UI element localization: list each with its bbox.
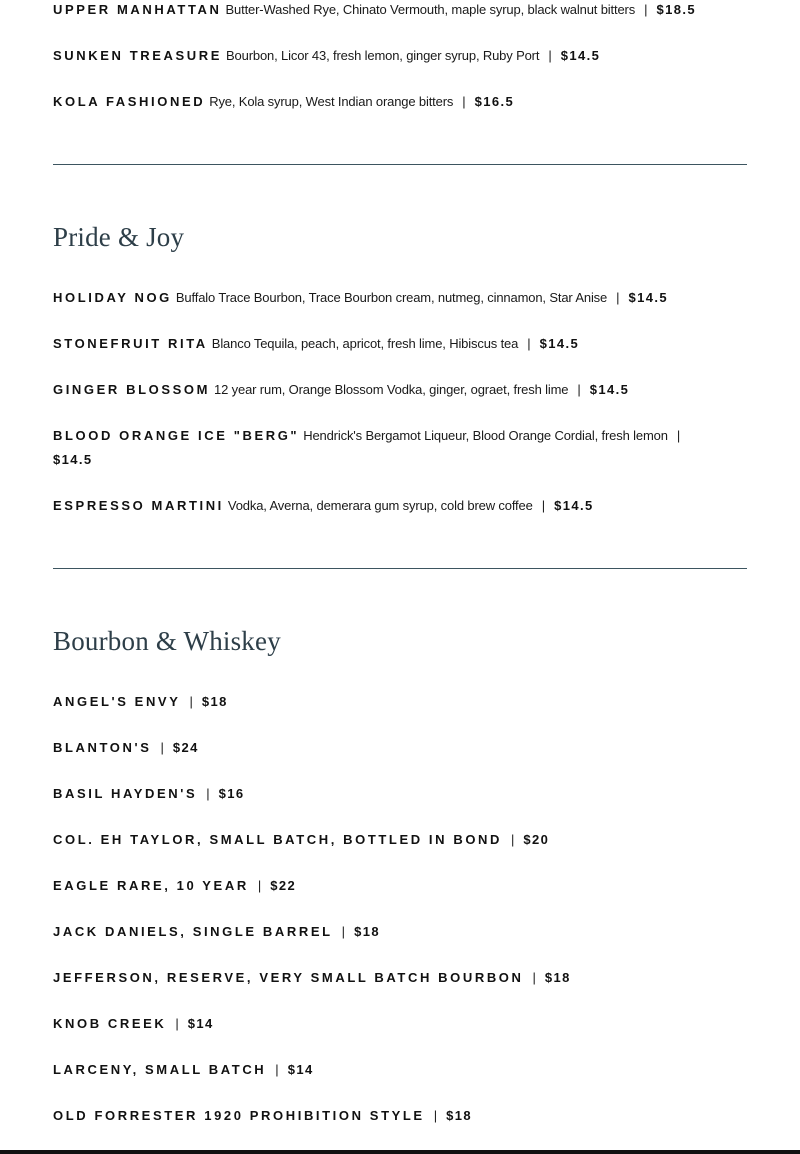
item-description: Rye, Kola syrup, West Indian orange bitters xyxy=(209,94,454,109)
item-name: ESPRESSO MARTINI xyxy=(53,498,224,513)
menu-item-stonefruit-rita xyxy=(53,332,747,356)
item-price: $18.5 xyxy=(656,2,696,17)
item-name: SUNKEN TREASURE xyxy=(53,48,223,63)
item-price: $14.5 xyxy=(628,290,669,305)
bottom-border xyxy=(0,1150,800,1154)
section-divider xyxy=(53,568,747,569)
section-title-pride-and-joy: Pride & Joy xyxy=(53,222,185,252)
item-name: JEFFERSON, RESERVE, VERY SMALL BATCH BOURBON xyxy=(53,970,524,985)
item-name: BLOOD ORANGE ICE "BERG" xyxy=(53,428,300,443)
price-separator: | xyxy=(275,1062,279,1077)
item-price: $14.5 xyxy=(554,498,594,513)
item-description: Butter-Washed Rye, Chinato Vermouth, maple syrup, black walnut bitters xyxy=(225,2,636,17)
menu-item-jack-daniels xyxy=(53,920,747,944)
item-price: $24 xyxy=(172,740,199,755)
item-description: Buffalo Trace Bourbon, Trace Bourbon cream, nutmeg, cinnamon, Star Anise xyxy=(175,290,608,305)
menu-item-ginger-blossom xyxy=(53,378,747,402)
item-price: $14.5 xyxy=(53,452,93,467)
price-separator: | xyxy=(527,336,531,351)
price-separator: | xyxy=(206,786,210,801)
price-separator: | xyxy=(616,290,620,305)
price-separator: | xyxy=(548,48,552,63)
menu-item-jefferson-reserve xyxy=(53,966,747,990)
item-name: COL. EH TAYLOR, SMALL BATCH, BOTTLED IN BOND xyxy=(53,832,503,847)
menu-item-blantons xyxy=(53,736,747,760)
menu-item-larceny xyxy=(53,1058,747,1082)
item-name: KNOB CREEK xyxy=(53,1016,167,1031)
price-separator: | xyxy=(257,878,262,893)
item-price: $14 xyxy=(187,1016,214,1031)
item-name: JACK DANIELS, SINGLE BARREL xyxy=(53,924,333,939)
menu-item-knob-creek xyxy=(53,1012,747,1036)
item-price: $18 xyxy=(544,970,571,985)
price-separator: | xyxy=(189,694,193,709)
item-price: $18 xyxy=(201,694,228,709)
item-description: Blanco Tequila, peach, apricot, fresh lime, Hibiscus tea xyxy=(211,336,519,351)
item-price: $18 xyxy=(354,924,380,939)
item-price: $14 xyxy=(287,1062,314,1077)
menu-item-upper-manhattan xyxy=(53,0,747,22)
item-price: $16 xyxy=(218,786,245,801)
item-description: 12 year rum, Orange Blossom Vodka, ginger, ograet, fresh lime xyxy=(214,382,569,397)
section-title-bourbon-and-whiskey: Bourbon & Whiskey xyxy=(53,626,281,656)
menu-item-kola-fashioned xyxy=(53,90,747,114)
item-name: KOLA FASHIONED xyxy=(53,94,206,109)
menu-item-angels-envy xyxy=(53,690,747,714)
menu-item-eagle-rare xyxy=(53,874,747,898)
price-separator: | xyxy=(160,740,164,755)
item-price: $20 xyxy=(523,832,550,847)
item-name: EAGLE RARE, 10 YEAR xyxy=(53,878,249,893)
price-separator: | xyxy=(511,832,515,847)
section-divider xyxy=(53,164,747,165)
item-name: STONEFRUIT RITA xyxy=(53,336,208,351)
menu-item-sunken-treasure xyxy=(53,44,747,68)
menu-item-old-forrester-1920 xyxy=(53,1104,747,1128)
item-name: BASIL HAYDEN'S xyxy=(53,786,198,801)
item-price: $16.5 xyxy=(474,94,515,109)
item-price: $14.5 xyxy=(539,336,580,351)
item-price: $14.5 xyxy=(560,48,601,63)
menu-item-holiday-nog xyxy=(53,286,747,310)
price-separator: | xyxy=(541,498,546,513)
item-price: $14.5 xyxy=(589,382,630,397)
item-description: Hendrick's Bergamot Liqueur, Blood Orange Cordial, fresh lemon xyxy=(303,428,668,443)
price-separator: | xyxy=(341,924,346,939)
price-separator: | xyxy=(676,428,681,443)
item-name: UPPER MANHATTAN xyxy=(53,2,222,17)
menu-item-col-eh-taylor xyxy=(53,828,747,852)
item-price: $18 xyxy=(446,1108,472,1123)
menu-item-espresso-martini xyxy=(53,494,747,518)
item-price: $22 xyxy=(270,878,297,893)
item-name: GINGER BLOSSOM xyxy=(53,382,211,397)
price-separator: | xyxy=(644,2,648,17)
price-separator: | xyxy=(462,94,466,109)
item-name: LARCENY, SMALL BATCH xyxy=(53,1062,267,1077)
item-name: ANGEL'S ENVY xyxy=(53,694,181,709)
menu-item-basil-haydens xyxy=(53,782,747,806)
price-separator: | xyxy=(175,1016,179,1031)
item-description: Vodka, Averna, demerara gum syrup, cold brew coffee xyxy=(227,498,533,513)
price-separator: | xyxy=(532,970,536,985)
item-name: BLANTON'S xyxy=(53,740,152,755)
item-description: Bourbon, Licor 43, fresh lemon, ginger syrup, Ruby Port xyxy=(226,48,540,63)
price-separator: | xyxy=(577,382,581,397)
menu-item-blood-orange-ice-berg xyxy=(53,424,747,472)
item-name: OLD FORRESTER 1920 PROHIBITION STYLE xyxy=(53,1108,425,1123)
price-separator: | xyxy=(433,1108,438,1123)
item-name: HOLIDAY NOG xyxy=(53,290,172,305)
